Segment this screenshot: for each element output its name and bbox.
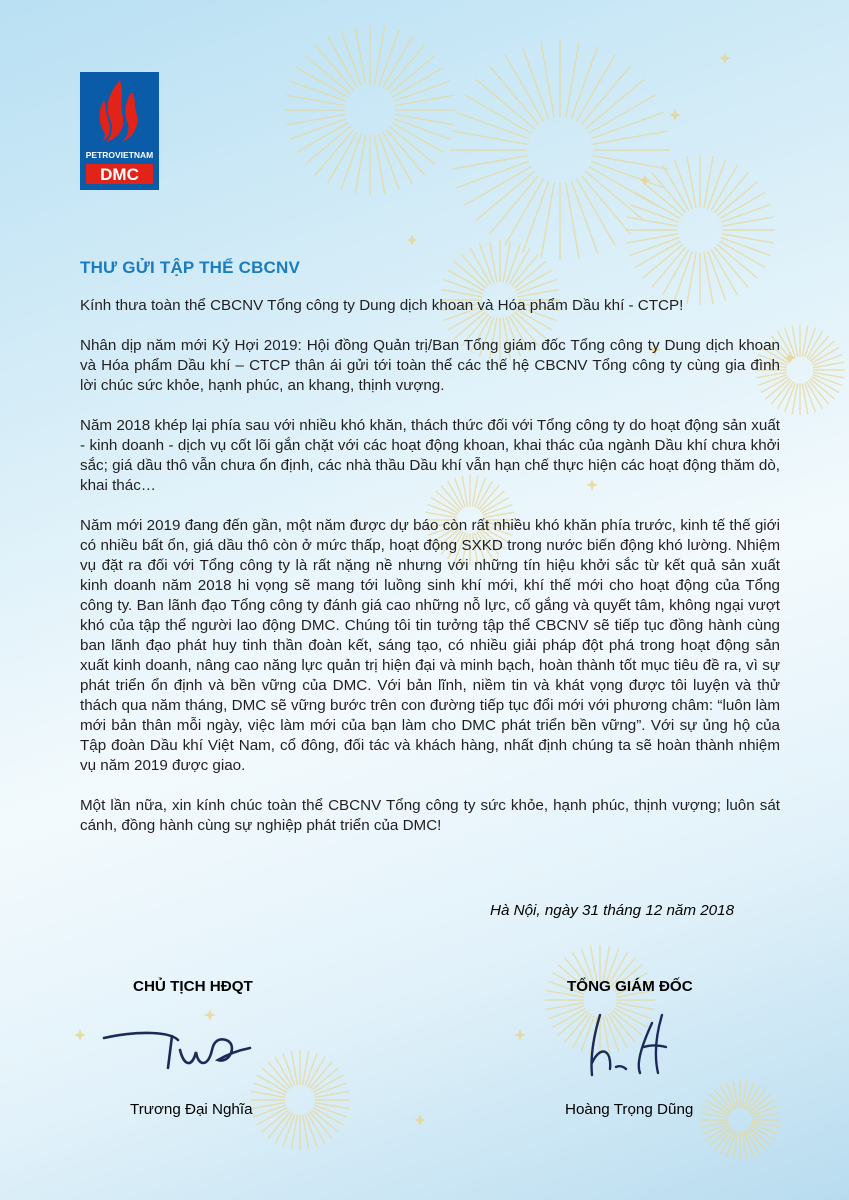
letter-body <box>80 258 780 856</box>
firework-ray <box>652 173 686 213</box>
letter-paragraph: Năm mới 2019 đang đến gần, một năm được dự báo còn rất nhiều khó khăn phía trước, kinh tế thế giới có nhiều bất ổn, giá dầu thô còn ở mức thấp, hoạt động SXKD trong nước biến động khó lường. Nhiệm vụ đặt ra đối với Tổng công ty là rất nặng nề nhưng với những tín hiệu khởi sắc từ kết quả sản xuất kinh doanh năm 2018 hi vọng sẽ mang tới luồng sinh khí mới, khí thế mới cho hoạt động của Tổng công ty. Ban lãnh đạo Tổng công ty đánh giá cao những nỗ lực, cố gắng và quyết tâm, không ngại vượt khó của tập thể người lao động DMC. Chúng tôi tin tưởng tập thể CBCNV sẽ tiếp tục đồng hành cùng ban lãnh đạo phát huy tinh thần đoàn kết, sáng tạo, có nhiều giải pháp đột phá trong hoạt động sản xuất kinh doanh, nâng cao năng lực quản trị hiện đại và minh bạch, hoàn thành tốt mục tiêu đề ra, vì sự phát triển ổn định và bền vững của DMC. Với bản lĩnh, niềm tin và khát vọng được tôi luyện và thử thách qua năm tháng, DMC sẽ vững bước trên con đường tiếp tục đổi mới với phương châm: “luôn làm mới bản thân mỗi ngày, việc làm mới của bạn làm cho DMC phát triển bền vững”. Với sự ủng hộ của Tập đoàn Dầu khí Việt Nam, cổ đông, đối tác và khách hàng, nhất định chúng ta sẽ hoàn thành nhiệm vụ năm 2019 được giao. <box>80 517 780 774</box>
firework-ray <box>305 55 351 93</box>
firework-ray <box>626 234 678 243</box>
right-signatory-name: Hoàng Trọng Dũng <box>565 1101 694 1118</box>
left-signature <box>100 1010 270 1080</box>
firework-ray <box>386 45 424 91</box>
firework-ray <box>476 79 535 128</box>
sparkle-star <box>719 52 731 64</box>
left-signatory-name: Trương Đại Nghĩa <box>130 1101 253 1118</box>
firework-ray <box>395 114 454 124</box>
sparkle-star <box>669 109 681 121</box>
firework-ray <box>476 171 535 220</box>
sparkle-star <box>639 174 651 186</box>
firework-ray <box>489 175 538 234</box>
firework-ray <box>581 66 630 125</box>
firework-ray <box>704 156 713 208</box>
firework-ray <box>386 130 424 176</box>
firework-ray <box>355 26 365 85</box>
firework-ray <box>592 131 668 144</box>
firework-ray <box>581 175 630 234</box>
sparkle-star <box>74 1029 86 1041</box>
left-signatory-title: CHỦ TỊCH HĐQT <box>133 978 253 995</box>
sparkle-star <box>406 234 418 246</box>
firework-ray <box>390 126 436 164</box>
firework-ray <box>585 79 644 128</box>
firework-ray <box>541 182 554 258</box>
firework-ray <box>626 217 678 226</box>
firework-ray <box>717 182 757 216</box>
firework-ray <box>395 95 454 105</box>
firework-ray <box>452 131 528 144</box>
right-signature <box>570 1005 720 1085</box>
firework-ray <box>592 156 668 169</box>
firework-ray <box>687 156 696 208</box>
firework-ray <box>722 217 774 226</box>
firework-ray <box>286 114 345 124</box>
firework-ray <box>566 42 579 118</box>
firework-ray <box>374 26 384 85</box>
letter-paragraph: Năm 2018 khép lại phía sau với nhiều khó khăn, thách thức đối với Tổng công ty do hoạt động sản xuất - kinh doanh - dịch vụ cốt lõi gắn chặt với các hoạt động khoan, khai thác của ngành Dầu khí chưa khởi sắc; giá dầu thô vẫn chưa ổn định, các nhà thầu Dầu khí vẫn hạn chế thực hiện các hoạt động thăm dò, khai thác… <box>80 417 780 494</box>
firework-ray <box>489 66 538 125</box>
firework-ray <box>541 42 554 118</box>
firework-ray <box>566 182 579 258</box>
firework-ray <box>390 55 436 93</box>
right-signatory-title: TỔNG GIÁM ĐỐC <box>567 978 693 995</box>
firework-ray <box>315 45 353 91</box>
letter-paragraph: Nhân dịp năm mới Kỷ Hợi 2019: Hội đồng Quản trị/Ban Tổng giám đốc Tổng công ty Dung dịch khoan và Hóa phẩm Dầu khí – CTCP thân ái gửi tới toàn thể các thế hệ CBCNV Tổng công ty cùng gia đình lời chúc sức khỏe, hạnh phúc, an khang, thịnh vượng. <box>80 337 780 394</box>
firework-ray <box>714 173 748 213</box>
letter-paragraph: Một lần nữa, xin kính chúc toàn thể CBCNV Tổng công ty sức khỏe, hạnh phúc, thịnh vượng; luôn sát cánh, đồng hành cùng sự nghiệp phát triển của DMC! <box>80 797 780 834</box>
letter-date: Hà Nội, ngày 31 tháng 12 năm 2018 <box>490 902 735 919</box>
letter-salutation: Kính thưa toàn thể CBCNV Tổng công ty Dung dịch khoan và Hóa phẩm Dầu khí - CTCP! <box>80 297 684 314</box>
firework-ray <box>374 135 384 194</box>
logo-brand-text: PETROVIETNAM <box>85 150 154 160</box>
firework-ray <box>452 156 528 169</box>
firework-ray <box>315 130 353 176</box>
firework-ray <box>286 95 345 105</box>
logo-company-text: DMC <box>100 165 139 184</box>
sparkle-star <box>414 1114 426 1126</box>
company-logo <box>80 72 159 190</box>
firework-ray <box>355 135 365 194</box>
firework-ray <box>305 126 351 164</box>
letter-title: THƯ GỬI TẬP THỂ CBCNV <box>80 258 301 277</box>
firework-ray <box>722 234 774 243</box>
sparkle-star <box>514 1029 526 1041</box>
firework-ray <box>585 171 644 220</box>
